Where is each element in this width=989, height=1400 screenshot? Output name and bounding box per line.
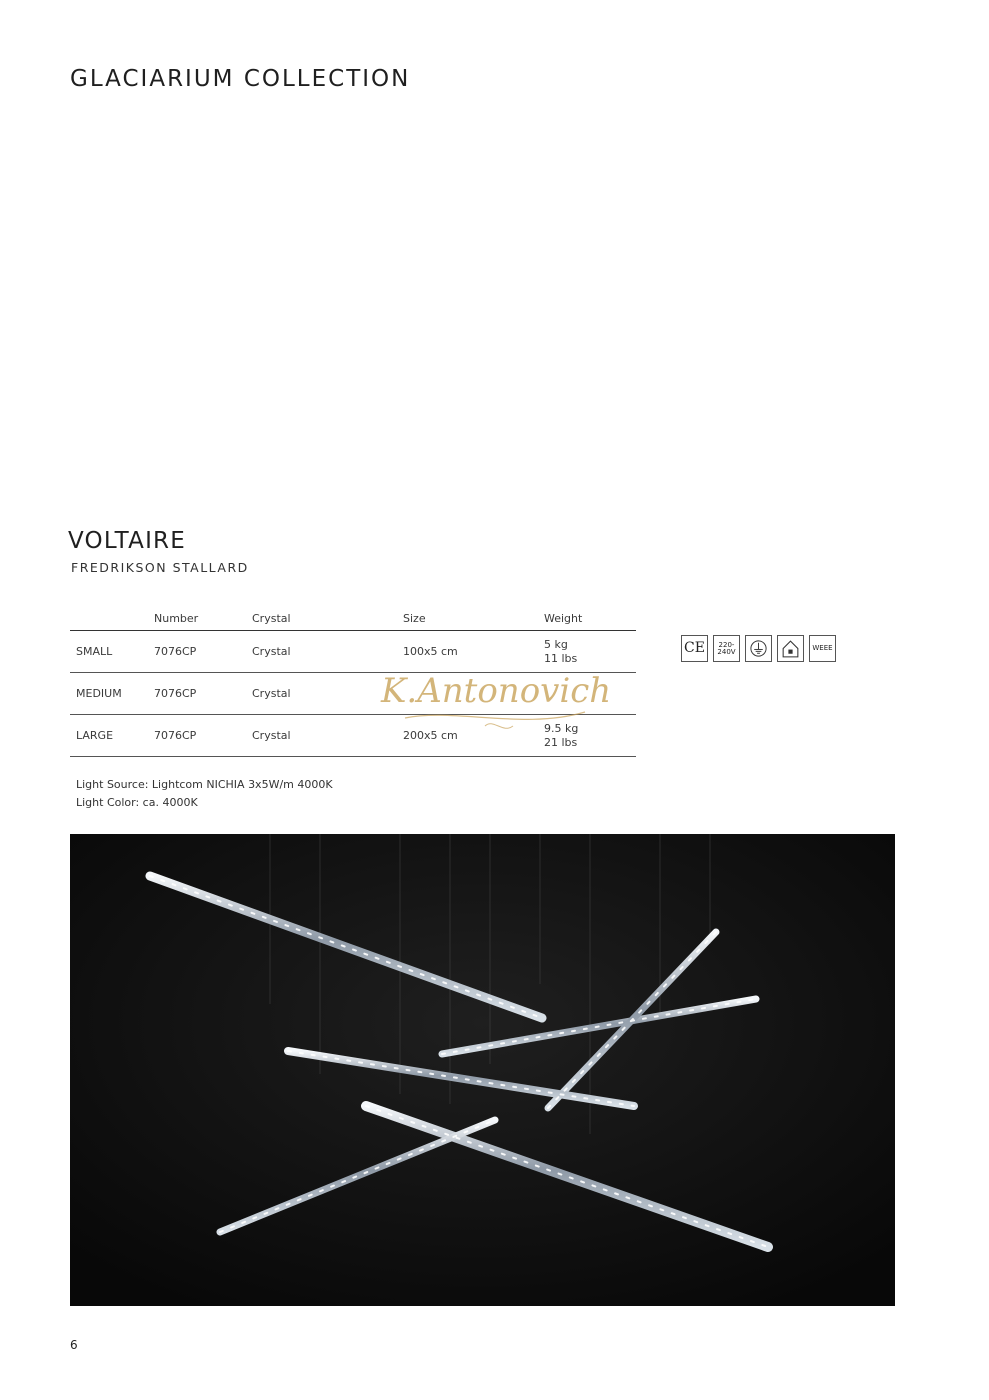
column-header-crystal: Crystal — [252, 606, 403, 631]
size-cell: 100x5 cm — [403, 631, 544, 673]
certification-icons — [681, 635, 836, 662]
weight-kg: 9.5 kg — [544, 721, 579, 735]
table-row — [70, 631, 636, 673]
ce-mark-icon: CE — [681, 635, 708, 662]
page-number: 6 — [70, 1338, 78, 1352]
variant-cell: LARGE — [70, 715, 154, 757]
variant-cell: MEDIUM — [70, 673, 154, 715]
spec-table-header — [70, 606, 636, 631]
table-row — [70, 673, 636, 715]
crystal-cell: Crystal — [252, 715, 403, 757]
weight-lbs: 21 lbs — [544, 735, 578, 749]
size-cell — [403, 673, 544, 715]
earth-ground-icon — [745, 635, 772, 662]
weight-lbs: 11 lbs — [544, 651, 578, 665]
indoor-use-icon — [777, 635, 804, 662]
column-header-size: Size — [403, 606, 544, 631]
column-header-number: Number — [154, 606, 252, 631]
variant-cell: SMALL — [70, 631, 154, 673]
weight-cell — [544, 715, 636, 757]
chandelier-photo — [70, 834, 895, 1306]
designer-name: FREDRIKSON STALLARD — [71, 560, 249, 575]
voltage-icon: 220-240V — [713, 635, 740, 662]
number-cell: 7076CP — [154, 631, 252, 673]
weight-kg: 5 kg — [544, 637, 568, 651]
number-cell: 7076CP — [154, 673, 252, 715]
column-header-weight: Weight — [544, 606, 636, 631]
product-name: VOLTAIRE — [68, 528, 186, 554]
column-header — [70, 606, 154, 631]
light-color-text: Light Color: ca. 4000K — [76, 796, 198, 809]
weee-icon: WEEE — [809, 635, 836, 662]
collection-title: GLACIARIUM COLLECTION — [70, 66, 411, 92]
crystal-cell: Crystal — [252, 673, 403, 715]
light-source-text: Light Source: Lightcom NICHIA 3x5W/m 4000K — [76, 778, 333, 791]
number-cell: 7076CP — [154, 715, 252, 757]
crystal-cell: Crystal — [252, 631, 403, 673]
svg-text:K.Antonovich: K.Antonovich — [381, 671, 612, 711]
lighting-notes — [76, 776, 333, 812]
table-row — [70, 715, 636, 757]
weight-cell — [544, 631, 636, 673]
spec-table — [70, 606, 636, 757]
weight-cell — [544, 673, 636, 715]
size-cell: 200x5 cm — [403, 715, 544, 757]
